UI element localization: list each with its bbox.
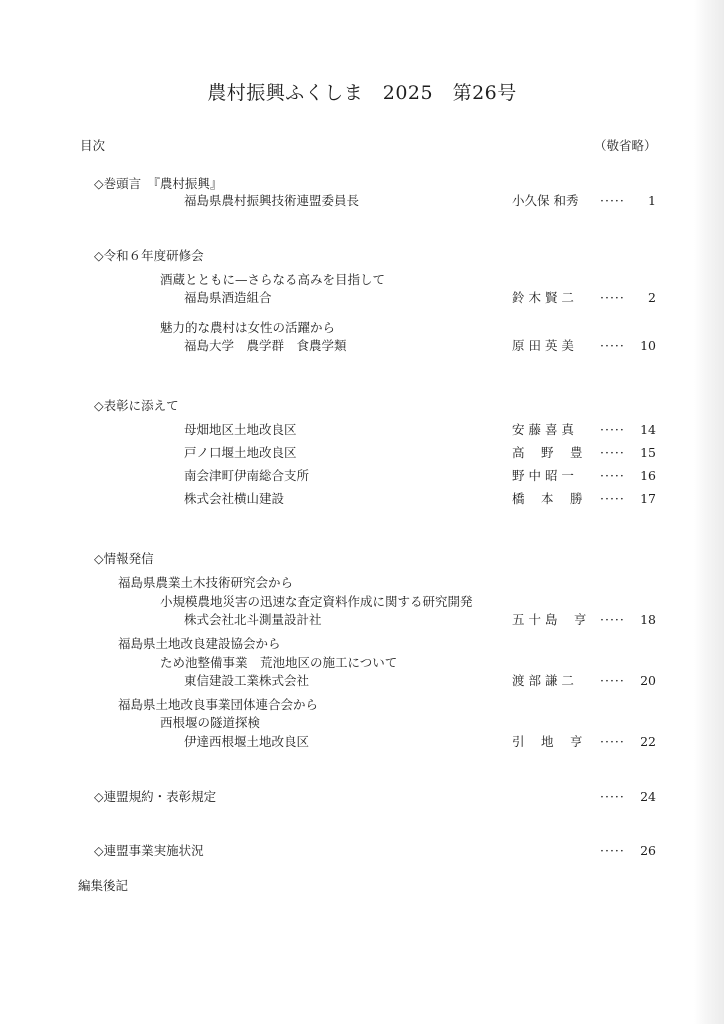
toc-leader-dots: ····· <box>600 491 625 506</box>
toc-entry-org: 株式会社横山建設 <box>184 491 285 506</box>
toc-leader-dots: ····· <box>600 612 625 627</box>
toc-entry-author: 鈴 木 賢 二 <box>512 290 574 305</box>
toc-entry-page: 20 <box>640 673 656 688</box>
toc-entry-title: 西根堰の隧道探検 <box>160 715 261 730</box>
toc-entry-page: 14 <box>640 422 656 437</box>
toc-entry-page: 10 <box>640 338 656 353</box>
toc-entry-page: 24 <box>640 789 656 804</box>
toc-entry-source: 福島県農業土木技術研究会から <box>118 575 294 590</box>
toc-entry-org: 南会津町伊南総合支所 <box>184 468 310 483</box>
toc-entry-author: 五 十 島 亨 <box>512 612 587 627</box>
toc-entry-page: 22 <box>640 734 656 749</box>
toc-label: 目次 <box>80 138 106 153</box>
toc-entry-author: 野 中 昭 一 <box>512 468 574 483</box>
toc-entry-title: 酒蔵とともに—さらなる高みを目指して <box>160 272 386 287</box>
toc-entry-page: 17 <box>640 491 656 506</box>
toc-entry-title: ため池整備事業 荒池地区の施工について <box>160 655 398 670</box>
toc-entry-org: 伊達西根堰土地改良区 <box>184 734 310 749</box>
toc-entry-org: 東信建設工業株式会社 <box>184 673 310 688</box>
toc-leader-dots: ····· <box>600 843 625 858</box>
toc-entry-title: 小規模農地災害の迅速な査定資料作成に関する研究開発 <box>160 594 473 609</box>
toc-entry-page: 15 <box>640 445 656 460</box>
toc-entry-org: 戸ノ口堰土地改良区 <box>184 445 297 460</box>
toc-entry-source: 福島県土地改良事業団体連合会から <box>118 697 319 712</box>
toc-note: （敬省略） <box>594 138 657 153</box>
toc-entry-page: 2 <box>648 290 656 305</box>
toc-entry-page: 1 <box>648 193 656 208</box>
toc-entry-page: 18 <box>640 612 656 627</box>
toc-entry-org: 母畑地区土地改良区 <box>184 422 297 437</box>
page-title: 農村振興ふくしま 2025 第26号 <box>207 82 517 104</box>
toc-leader-dots: ····· <box>600 673 625 688</box>
toc-entry-org: 福島県酒造組合 <box>184 290 272 305</box>
toc-leader-dots: ····· <box>600 338 625 353</box>
toc-entry-author: 高 野 豊 <box>512 445 583 460</box>
toc-entry-org: 株式会社北斗測量設計社 <box>184 612 322 627</box>
toc-entry-author: 安 藤 喜 真 <box>512 422 574 437</box>
toc-entry-source: 福島県土地改良建設協会から <box>118 636 281 651</box>
section-heading-information: ◇情報発信 <box>94 551 154 566</box>
toc-entry-author: 橋 本 勝 <box>512 491 583 506</box>
toc-entry-author: 渡 部 謙 二 <box>512 673 574 688</box>
toc-leader-dots: ····· <box>600 290 625 305</box>
toc-leader-dots: ····· <box>600 445 625 460</box>
section-heading-regulations: ◇連盟規約・表彰規定 <box>94 789 217 804</box>
toc-leader-dots: ····· <box>600 789 625 804</box>
editor-postscript: 編集後記 <box>78 878 129 893</box>
toc-entry-title: 魅力的な農村は女性の活躍から <box>160 320 336 335</box>
toc-leader-dots: ····· <box>600 193 625 208</box>
toc-entry-author: 引 地 亨 <box>512 734 583 749</box>
toc-entry-org: 福島大学 農学群 食農学類 <box>184 338 347 353</box>
section-heading-foreword: ◇巻頭言 『農村振興』 <box>94 176 223 191</box>
toc-entry-author: 原 田 英 美 <box>512 338 574 353</box>
toc-entry-author: 小久保 和秀 <box>512 193 579 208</box>
toc-entry-org: 福島県農村振興技術連盟委員長 <box>184 193 360 208</box>
section-heading-activities: ◇連盟事業実施状況 <box>94 843 204 858</box>
toc-leader-dots: ····· <box>600 734 625 749</box>
section-heading-seminar: ◇令和６年度研修会 <box>94 248 204 263</box>
toc-leader-dots: ····· <box>600 468 625 483</box>
toc-leader-dots: ····· <box>600 422 625 437</box>
toc-entry-page: 26 <box>640 843 656 858</box>
toc-entry-page: 16 <box>640 468 656 483</box>
section-heading-awards: ◇表彰に添えて <box>94 398 179 413</box>
scan-page-edge <box>694 0 724 1024</box>
